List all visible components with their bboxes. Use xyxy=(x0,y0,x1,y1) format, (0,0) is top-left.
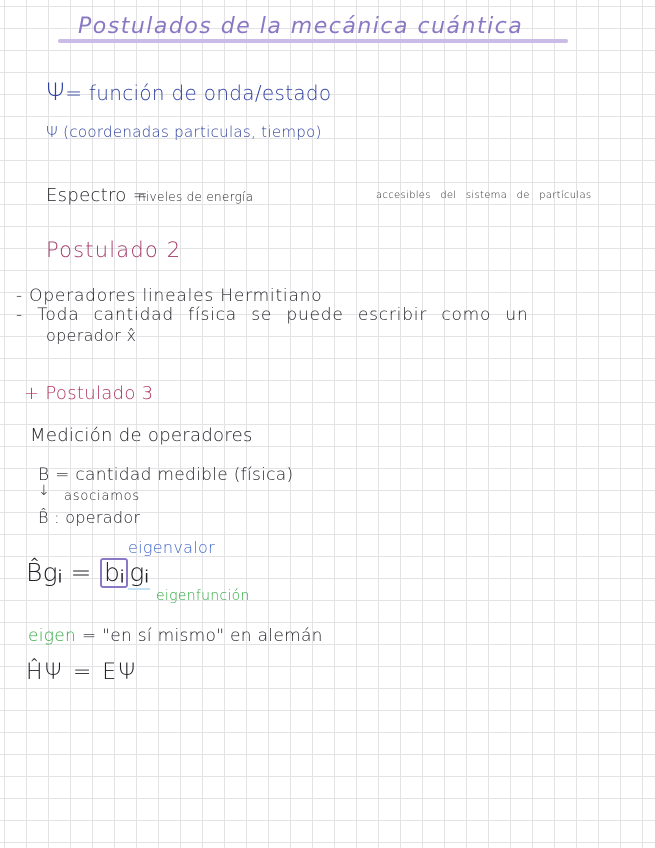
eigen-word: eigen xyxy=(28,626,77,646)
postulado-2-bullet-1: - Operadores lineales Hermitiano xyxy=(16,286,323,306)
page-title: Postulados de la mecánica cuántica xyxy=(78,14,524,39)
espectro-label: Espectro = xyxy=(46,185,149,206)
eigenvalue-equation xyxy=(26,558,150,590)
medicion-heading: Medición de operadores xyxy=(30,425,253,446)
postulado-3-heading: + Postulado 3 xyxy=(24,383,154,404)
down-arrow-icon: ↓ xyxy=(38,483,51,499)
equation-lhs: B̂gᵢ = xyxy=(26,558,92,587)
b-definition: B = cantidad medible (física) xyxy=(38,465,294,485)
espectro-description: niveles de energía xyxy=(138,190,254,204)
eigenfuncion-label: eigenfunción xyxy=(156,588,250,604)
asociamos-text: asociamos xyxy=(64,489,141,504)
title-underline xyxy=(58,39,568,43)
postulado-2-bullet-2-cont: operador x̂ xyxy=(46,326,137,345)
eigenfunction-term: gᵢ xyxy=(128,558,150,590)
postulado-2-bullet-2: - Toda cantidad física se puede escribir como un xyxy=(16,305,529,325)
b-operator: B̂ : operador xyxy=(38,508,141,527)
psi-definition xyxy=(46,78,331,106)
eigenvalue-box: bᵢ xyxy=(100,558,128,588)
schrodinger-equation: ĤΨ = EΨ xyxy=(26,660,138,685)
eigenvalor-label: eigenvalor xyxy=(128,538,215,557)
psi-symbol: Ψ xyxy=(46,78,66,106)
psi-definition-text: = función de onda/estado xyxy=(65,81,332,105)
eigen-meaning: = "en sí mismo" en alemán xyxy=(76,626,323,646)
espectro-description-cont: accesibles del sistema de partículas xyxy=(376,190,592,201)
eigen-definition xyxy=(28,626,323,646)
postulado-2-heading: Postulado 2 xyxy=(46,238,182,262)
psi-arguments: Ψ (coordenadas particulas, tiempo) xyxy=(46,123,322,141)
